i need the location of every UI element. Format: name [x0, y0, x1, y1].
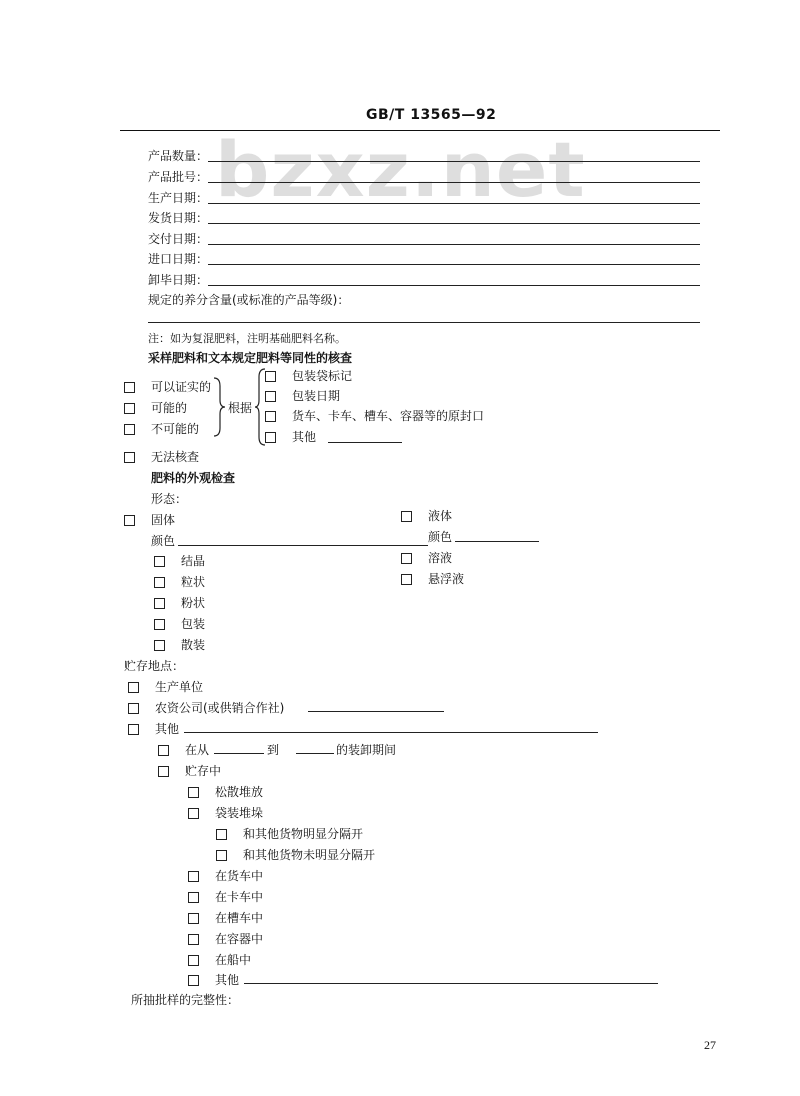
- storage-supply: 农资公司(或供销合作社): [155, 701, 285, 715]
- checkbox-packaged[interactable]: [154, 619, 165, 630]
- checkbox-separated[interactable]: [216, 829, 227, 840]
- field-line-batch[interactable]: [208, 182, 700, 183]
- checkbox-supply[interactable]: [128, 703, 139, 714]
- option-verifiable: 可以证实的: [151, 380, 212, 394]
- checkbox-producer[interactable]: [128, 682, 139, 693]
- solid-type-granular: 粒状: [181, 575, 206, 589]
- basis-other-line[interactable]: [328, 442, 402, 443]
- checkbox-verifiable[interactable]: [124, 382, 135, 393]
- basis-label: 根据: [228, 401, 253, 415]
- appearance-title: 肥料的外观检查: [151, 471, 236, 485]
- left-brace-icon: [210, 376, 228, 438]
- page-number: 27: [704, 1038, 716, 1052]
- field-line-import-date[interactable]: [208, 264, 700, 265]
- basis-other: 其他: [292, 430, 317, 444]
- liquid-color-line[interactable]: [455, 541, 539, 542]
- checkbox-in-truck[interactable]: [188, 892, 199, 903]
- solid-color-label: 颜色: [151, 534, 176, 548]
- storage-title: 贮存地点：: [124, 659, 185, 673]
- field-line-quantity[interactable]: [208, 161, 700, 162]
- storage-producer: 生产单位: [155, 680, 204, 694]
- standard-code: GB/T 13565—92: [366, 107, 497, 123]
- basis-bag-mark: 包装袋标记: [292, 369, 353, 383]
- solid-type-powder: 粉状: [181, 596, 206, 610]
- place-tanker: 在槽车中: [215, 911, 264, 925]
- option-possible: 可能的: [151, 401, 188, 415]
- field-label-delivery-date: 发货日期：: [148, 211, 209, 225]
- unload-to-line[interactable]: [296, 753, 334, 754]
- cannot-check: 无法核查: [151, 450, 200, 464]
- in-storage: 贮存中: [185, 764, 222, 778]
- watermark: bzxz.net: [215, 125, 586, 214]
- place-other-line[interactable]: [244, 983, 658, 984]
- field-line-unload-date[interactable]: [208, 285, 700, 286]
- checkbox-place-other[interactable]: [188, 975, 199, 986]
- field-line-production-date[interactable]: [208, 203, 700, 204]
- checkbox-crystal[interactable]: [154, 556, 165, 567]
- checkbox-cannot-check[interactable]: [124, 452, 135, 463]
- storage-not-separated: 和其他货物未明显分隔开: [243, 848, 376, 862]
- basis-original-seal: 货车、卡车、槽车、容器等的原封口: [292, 409, 485, 423]
- place-ship: 在船中: [215, 953, 252, 967]
- field-label-quantity: 产品数量：: [148, 149, 209, 163]
- field-line-delivery-date[interactable]: [208, 223, 700, 224]
- place-freight-car: 在货车中: [215, 869, 264, 883]
- field-label-handover-date: 交付日期：: [148, 232, 209, 246]
- solid-type-crystal: 结晶: [181, 554, 206, 568]
- checkbox-not-separated[interactable]: [216, 850, 227, 861]
- field-label-import-date: 进口日期：: [148, 252, 209, 266]
- field-label-batch: 产品批号：: [148, 170, 209, 184]
- basis-pack-date: 包装日期: [292, 389, 341, 403]
- unload-suffix: 的装卸期间: [336, 743, 397, 757]
- liquid-type-suspension: 悬浮液: [428, 572, 465, 586]
- solid-type-bulk: 散装: [181, 638, 206, 652]
- checkbox-possible[interactable]: [124, 403, 135, 414]
- checkbox-pack-date[interactable]: [265, 391, 276, 402]
- nutrient-line[interactable]: [148, 322, 700, 323]
- note: 注：如为复混肥料，注明基础肥料名称。: [148, 332, 346, 345]
- place-container: 在容器中: [215, 932, 264, 946]
- unload-middle: 到: [267, 743, 280, 757]
- form-label: 形态：: [151, 492, 188, 506]
- liquid-type-solution: 溶液: [428, 551, 453, 565]
- checkbox-bag-mark[interactable]: [265, 371, 276, 382]
- checkbox-solution[interactable]: [401, 553, 412, 564]
- checkbox-storage-other[interactable]: [128, 724, 139, 735]
- checkbox-impossible[interactable]: [124, 424, 135, 435]
- storage-supply-line[interactable]: [308, 711, 444, 712]
- storage-other: 其他: [155, 722, 180, 736]
- checkbox-during-unload[interactable]: [158, 745, 169, 756]
- storage-bagged: 袋装堆垛: [215, 806, 264, 820]
- identity-section-title: 采样肥料和文本规定肥料等同性的核查: [148, 351, 353, 365]
- storage-loose: 松散堆放: [215, 785, 264, 799]
- checkbox-suspension[interactable]: [401, 574, 412, 585]
- checkbox-liquid[interactable]: [401, 511, 412, 522]
- solid-label: 固体: [151, 513, 176, 527]
- completeness-label: 所抽批样的完整性：: [131, 993, 240, 1007]
- liquid-label: 液体: [428, 509, 453, 523]
- field-label-production-date: 生产日期：: [148, 191, 209, 205]
- nutrient-label: 规定的养分含量(或标准的产品等级)：: [148, 293, 350, 307]
- checkbox-in-tanker[interactable]: [188, 913, 199, 924]
- checkbox-bagged[interactable]: [188, 808, 199, 819]
- place-truck: 在卡车中: [215, 890, 264, 904]
- checkbox-solid[interactable]: [124, 515, 135, 526]
- checkbox-in-freight-car[interactable]: [188, 871, 199, 882]
- checkbox-in-ship[interactable]: [188, 955, 199, 966]
- checkbox-in-container[interactable]: [188, 934, 199, 945]
- checkbox-original-seal[interactable]: [265, 411, 276, 422]
- storage-separated: 和其他货物明显分隔开: [243, 827, 364, 841]
- checkbox-bulk[interactable]: [154, 640, 165, 651]
- checkbox-loose[interactable]: [188, 787, 199, 798]
- header-rule: [120, 130, 720, 131]
- field-line-handover-date[interactable]: [208, 244, 700, 245]
- liquid-color-label: 颜色: [428, 530, 453, 544]
- storage-other-line[interactable]: [184, 732, 598, 733]
- solid-type-packaged: 包装: [181, 617, 206, 631]
- checkbox-powder[interactable]: [154, 598, 165, 609]
- unload-prefix: 在从: [185, 743, 210, 757]
- field-label-unload-date: 卸毕日期：: [148, 273, 209, 287]
- checkbox-in-storage[interactable]: [158, 766, 169, 777]
- unload-from-line[interactable]: [214, 753, 264, 754]
- solid-color-line[interactable]: [178, 545, 428, 546]
- place-other: 其他: [215, 973, 240, 987]
- checkbox-granular[interactable]: [154, 577, 165, 588]
- checkbox-basis-other[interactable]: [265, 432, 276, 443]
- option-impossible: 不可能的: [151, 422, 200, 436]
